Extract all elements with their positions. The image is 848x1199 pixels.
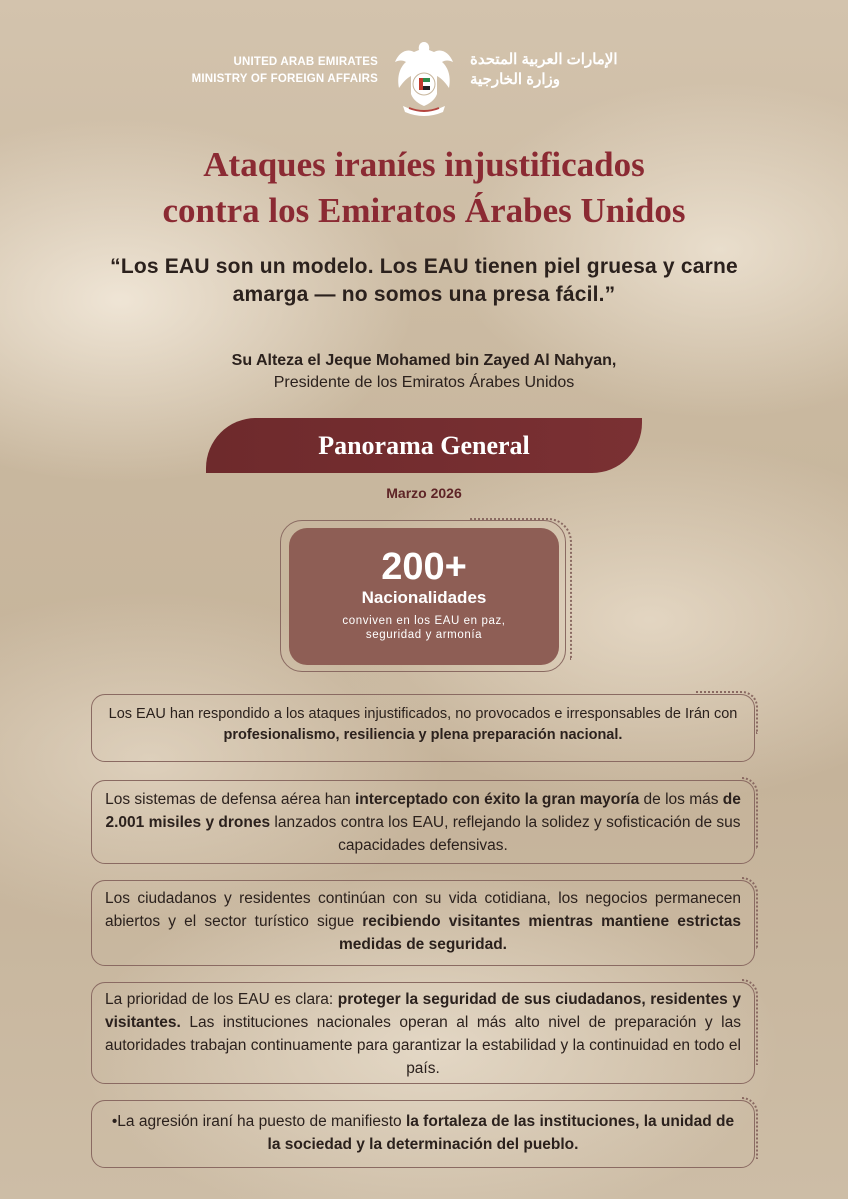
card-text — [91, 704, 755, 746]
quote-author — [0, 350, 848, 394]
stat-number: 200+ — [381, 546, 467, 588]
org-name-line1: UNITED ARAB EMIRATES — [233, 56, 378, 68]
author-name: Su Alteza el Jeque Mohamed bin Zayed Al Nahyan, — [231, 352, 617, 369]
card-text-part: lanzados contra los EAU, reflejando la solidez y sofisticación de sus capacidades defensivas. — [270, 814, 741, 854]
stat-label: Nacionalidades — [361, 588, 487, 607]
org-name-line2: MINISTRY OF FOREIGN AFFAIRS — [191, 73, 378, 85]
info-card-priority — [91, 982, 755, 1084]
info-card-aggression — [91, 1100, 755, 1168]
card-text — [91, 988, 755, 1080]
info-card-daily-life — [91, 880, 755, 966]
org-name-ar-line1: الإمارات العربية المتحدة — [470, 51, 618, 68]
card-text-part: La prioridad de los EAU es clara: — [105, 991, 338, 1008]
card-text — [91, 788, 755, 857]
card-highlight: de 2.001 misiles y drones — [105, 791, 741, 831]
report-date: Marzo 2026 — [386, 485, 462, 501]
card-highlight: recibiendo visitantes mientras mantiene estrictas medidas de seguridad. — [339, 913, 742, 953]
card-text-part: de los más — [639, 791, 723, 808]
card-highlight: interceptado con éxito la gran mayoría — [354, 791, 640, 808]
banner-title: Panorama General — [318, 430, 530, 460]
page-title — [0, 142, 848, 234]
nationalities-stat — [289, 528, 559, 665]
card-text-part: Los ciudadanos y residentes continúan con su vida cotidiana, los negocios permanecen abiertos y el sector turístico sigue — [105, 890, 741, 930]
card-highlight: la fortaleza de las instituciones, la unidad de la sociedad y la determinación del pueblo. — [267, 1113, 735, 1153]
card-highlight: profesionalismo, resiliencia y plena preparación nacional. — [223, 727, 623, 743]
card-text — [91, 887, 755, 956]
info-card-response — [91, 694, 755, 762]
info-card-air-defense — [91, 780, 755, 864]
author-role: Presidente de los Emiratos Árabes Unidos — [273, 374, 575, 391]
title-line1: Ataques iraníes injustificados — [203, 145, 645, 184]
president-quote: “Los EAU son un modelo. Los EAU tienen piel gruesa y carne amarga — no somos una presa fácil.” — [110, 255, 738, 306]
card-text — [91, 1110, 755, 1156]
card-text-part: Las instituciones nacionales operan al más alto nivel de preparación y las autoridades trabajan continuamente para garantizar la estabilidad y la continuidad en todo el país. — [105, 1014, 741, 1077]
card-text-part: Los EAU han respondido a los ataques injustificados, no provocados e irresponsables de Irán con — [108, 706, 738, 722]
ministry-header — [0, 38, 848, 118]
org-name-ar-line2: وزارة الخارجية — [470, 71, 560, 88]
section-banner — [206, 418, 642, 473]
card-text-part: Los sistemas de defensa aérea han — [105, 791, 355, 808]
card-text-part: •La agresión iraní ha puesto de manifiesto — [111, 1113, 406, 1130]
card-highlight: proteger la seguridad de sus ciudadanos, residentes y visitantes. — [105, 991, 741, 1031]
falcon-emblem-icon — [389, 38, 459, 118]
stat-description: conviven en los EAU en paz, seguridad y armonía — [342, 615, 506, 641]
org-name-english — [192, 54, 378, 88]
title-line2: contra los Emiratos Árabes Unidos — [162, 191, 686, 230]
org-name-arabic — [470, 50, 618, 90]
